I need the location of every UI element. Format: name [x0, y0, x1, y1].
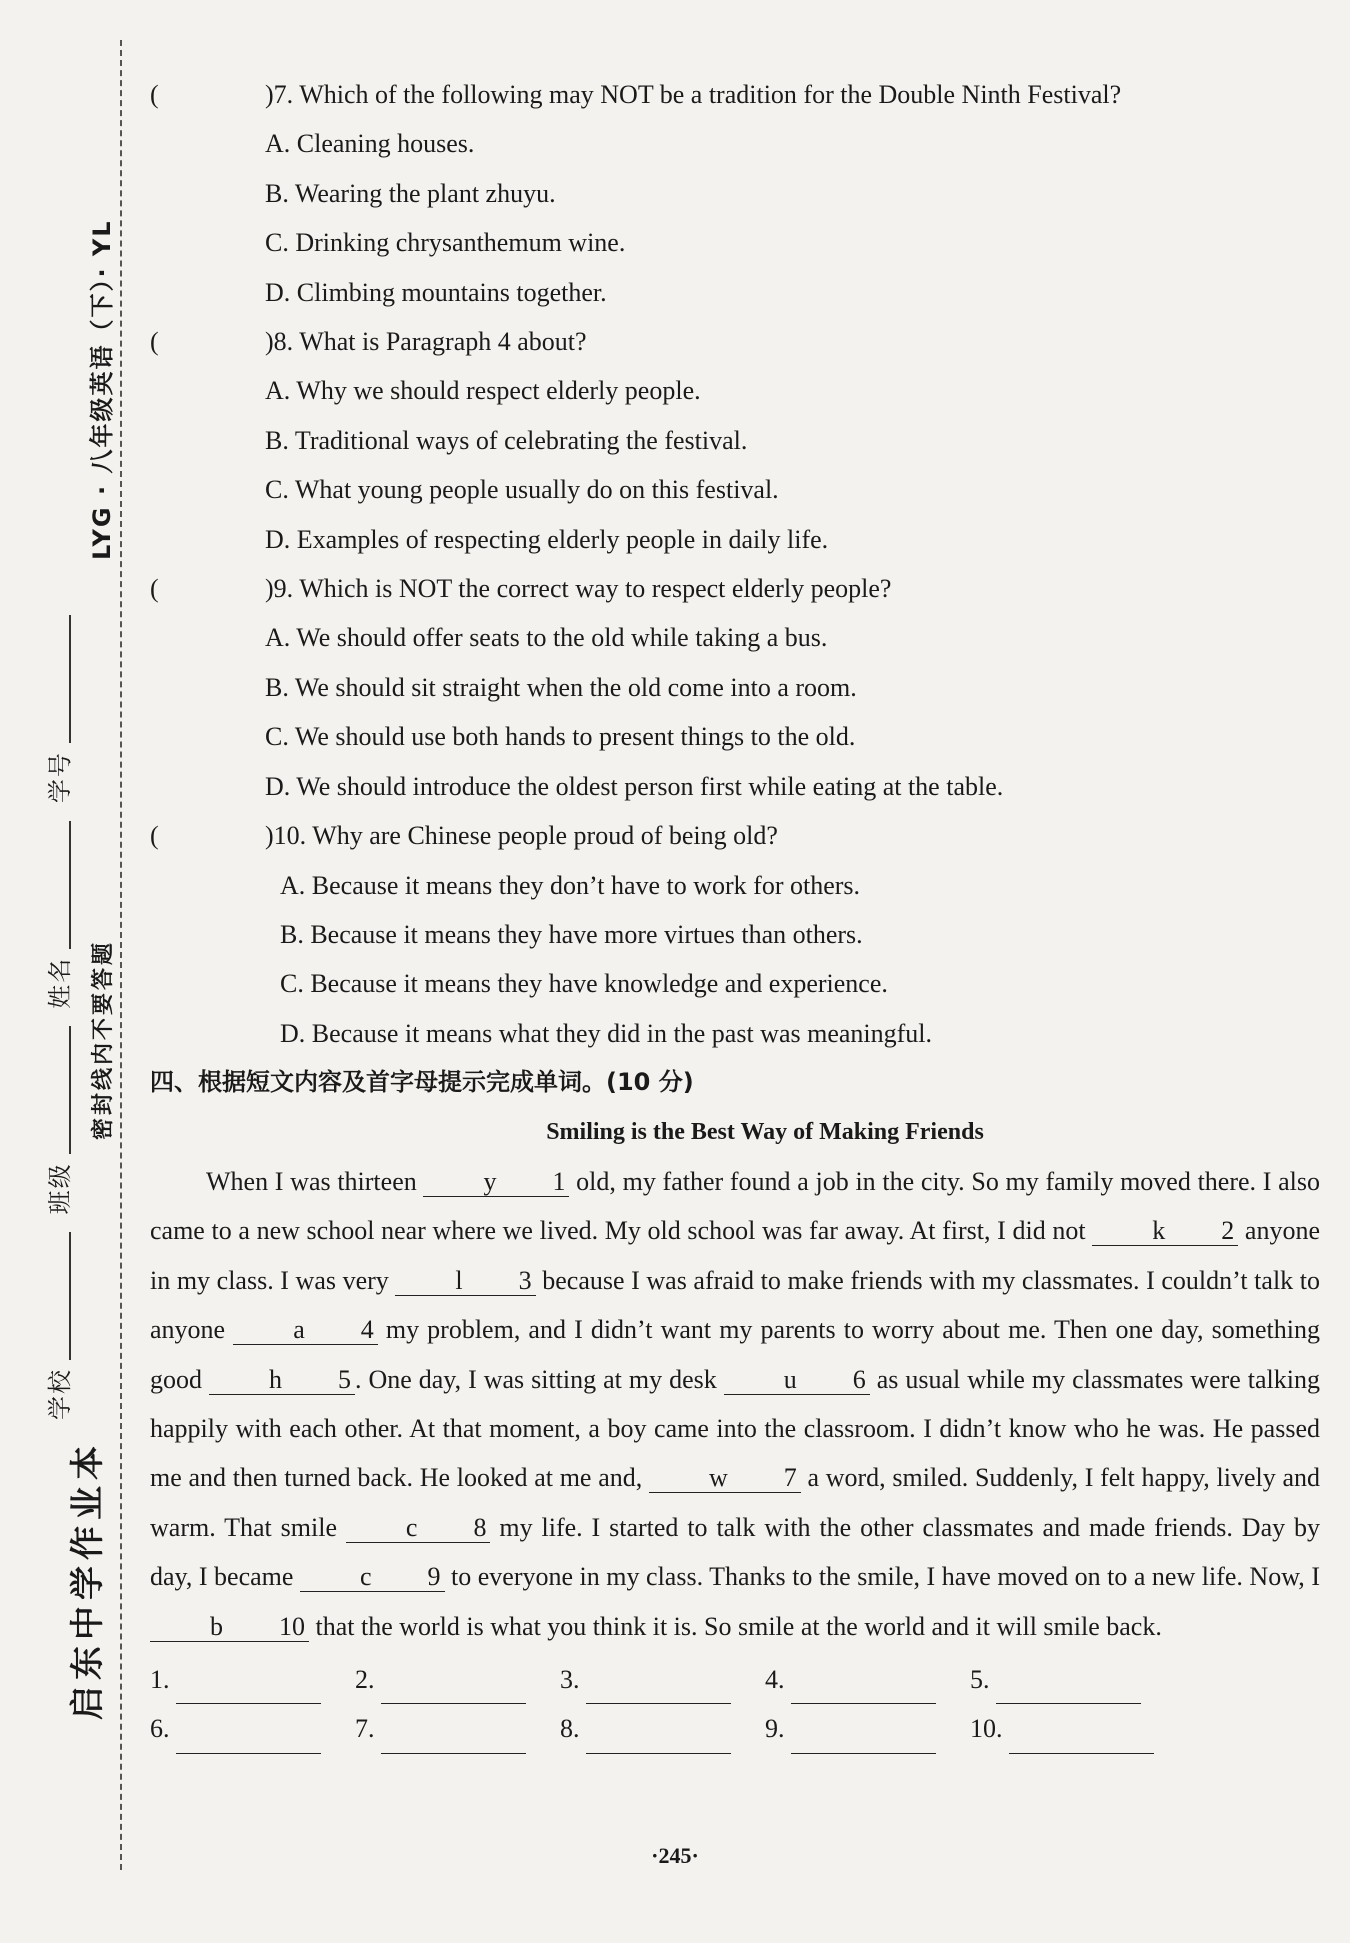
answer-label: 10. [970, 1714, 1003, 1744]
passage-text: my life. I started to talk with the other classmates and made friends. Day by day, I became [150, 1512, 1321, 1592]
answer-line[interactable] [176, 1675, 321, 1704]
answer-label: 7. [355, 1714, 375, 1744]
passage-text: When I was thirteen [206, 1166, 424, 1196]
option: C. Because it means they have knowledge and experience. [280, 969, 888, 999]
blank-number: 4 [360, 1315, 374, 1345]
seal-line [120, 40, 122, 1870]
question-stem: )10. Why are Chinese people proud of being old? [265, 821, 778, 851]
passage-text: as usual while my classmates were talking happily with each other. At that moment, a boy came into the classroom. I didn’t know who he was. He passed me and then turned back. He looked at me and, [150, 1364, 1321, 1493]
field-class-blank [51, 1026, 71, 1154]
option: D. Because it means what they did in the past was meaningful. [280, 1018, 933, 1048]
blank-letter: l [455, 1265, 463, 1295]
answer-paren[interactable]: ( [150, 821, 159, 851]
answer-label: 1. [150, 1665, 170, 1694]
option: C. Drinking chrysanthemum wine. [265, 228, 626, 258]
answer-line[interactable] [586, 1675, 731, 1704]
answer-item-6[interactable] [150, 1704, 355, 1753]
answer-label: 8. [560, 1714, 580, 1744]
option: D. We should introduce the oldest person first while eating at the table. [265, 771, 1004, 801]
blank-number: 6 [852, 1364, 866, 1394]
passage-text: anyone in my class. I was very [150, 1216, 1320, 1295]
blank-number: 8 [473, 1512, 487, 1542]
page-number: ·245· [651, 1843, 699, 1868]
answer-line[interactable] [176, 1725, 321, 1754]
field-name: 姓名 [46, 956, 74, 1009]
field-id: 学号 [46, 751, 74, 804]
answer-line[interactable] [586, 1725, 731, 1754]
blank-letter: h [268, 1364, 282, 1394]
page-content [150, 70, 1320, 1754]
passage-text: my problem, and I didn’t want my parents to worry about me. Then one day, something good [150, 1315, 1320, 1394]
question-stem: )8. What is Paragraph 4 about? [265, 327, 587, 357]
question-8 [150, 317, 1320, 366]
option: C. What young people usually do on this festival. [265, 475, 779, 505]
answer-item-5[interactable] [970, 1655, 1175, 1704]
blank-letter: c [405, 1512, 418, 1542]
blank-10[interactable] [150, 1613, 309, 1642]
passage [150, 1157, 1320, 1651]
field-name-blank [51, 821, 71, 949]
option: A. Why we should respect elderly people. [265, 376, 701, 406]
blank-letter: b [210, 1611, 223, 1641]
question-9 [150, 564, 1320, 613]
answer-line[interactable] [996, 1675, 1141, 1704]
option: B. Because it means they have more virtues than others. [280, 919, 863, 949]
blank-letter: u [783, 1364, 797, 1394]
answer-label: 4. [765, 1665, 785, 1694]
answer-line[interactable] [1009, 1725, 1154, 1754]
field-id-blank [51, 615, 71, 743]
option: D. Examples of respecting elderly people in daily life. [265, 524, 829, 554]
option: A. Cleaning houses. [265, 129, 475, 159]
field-class: 班级 [46, 1162, 74, 1215]
blank-number: 10 [279, 1611, 305, 1641]
blank-9[interactable] [300, 1563, 445, 1592]
binding-margin [0, 0, 150, 1943]
field-school-blank [51, 1232, 71, 1360]
blank-7[interactable] [649, 1464, 801, 1493]
answer-row [150, 1655, 1320, 1704]
answer-sheet [150, 1655, 1320, 1754]
field-school: 学校 [46, 1368, 74, 1420]
blank-number: 5 [337, 1364, 351, 1394]
answer-label: 9. [765, 1714, 785, 1744]
option: A. We should offer seats to the old while taking a bus. [265, 623, 828, 653]
blank-letter: c [359, 1562, 372, 1592]
question-stem: )7. Which of the following may NOT be a tradition for the Double Ninth Festival? [265, 80, 1122, 109]
blank-8[interactable] [346, 1514, 491, 1543]
section-title: 四、根据短文内容及首字母提示完成单词。(10 分) [150, 1068, 694, 1097]
blank-3[interactable] [395, 1267, 535, 1296]
answer-item-3[interactable] [560, 1655, 765, 1704]
question-7 [150, 70, 1320, 119]
option: B. Wearing the plant zhuyu. [265, 178, 556, 208]
option: D. Climbing mountains together. [265, 277, 607, 307]
answer-label: 5. [970, 1665, 990, 1694]
margin-fields [40, 607, 75, 1420]
answer-line[interactable] [381, 1725, 526, 1754]
passage-text: . One day, I was sitting at my desk [354, 1364, 724, 1394]
question-stem: )9. Which is NOT the correct way to respect elderly people? [265, 574, 892, 604]
blank-1[interactable] [423, 1168, 569, 1197]
blank-4[interactable] [233, 1316, 378, 1345]
answer-row [150, 1704, 1320, 1753]
margin-warning: 密封线内不要答题 [91, 939, 116, 1140]
blank-number: 7 [783, 1463, 797, 1493]
answer-item-10[interactable] [970, 1704, 1175, 1753]
blank-letter: w [708, 1463, 728, 1493]
answer-item-1[interactable] [150, 1655, 355, 1704]
passage-text: that the world is what you think it is. So smile at the world and it will smile back. [309, 1611, 1162, 1641]
blank-letter: a [293, 1315, 305, 1345]
passage-text: to everyone in my class. Thanks to the smile, I have moved on to a new life. Now, I [444, 1562, 1320, 1592]
answer-line[interactable] [791, 1725, 936, 1754]
answer-paren[interactable]: ( [150, 574, 159, 604]
blank-2[interactable] [1092, 1217, 1238, 1246]
blank-number: 9 [427, 1562, 441, 1592]
blank-number: 1 [552, 1166, 566, 1196]
blank-number: 3 [518, 1265, 532, 1295]
margin-header: LYG · 八年级英语（下）· YL [88, 219, 116, 560]
blank-letter: y [483, 1166, 497, 1196]
option: B. Traditional ways of celebrating the festival. [265, 425, 748, 455]
answer-paren[interactable]: ( [150, 327, 159, 357]
passage-text: because I was afraid to make friends with my classmates. I couldn’t talk to anyone [150, 1265, 1320, 1345]
answer-item-8[interactable] [560, 1704, 765, 1753]
option: B. We should sit straight when the old come into a room. [265, 672, 857, 702]
answer-item-9[interactable] [765, 1704, 970, 1753]
answer-item-7[interactable] [355, 1704, 560, 1753]
option: A. Because it means they don’t have to work for others. [280, 870, 861, 900]
passage-title: Smiling is the Best Way of Making Friends [546, 1118, 984, 1145]
answer-item-2[interactable] [355, 1655, 560, 1704]
blank-number: 2 [1221, 1216, 1235, 1246]
passage-text: old, my father found a job in the city. So my family moved there. I also came to a new school near where we lived. My old school was far away. At first, I did not [150, 1166, 1320, 1246]
margin-school-name: 启东中学作业本 [68, 1440, 108, 1720]
answer-line[interactable] [791, 1675, 936, 1704]
answer-label: 6. [150, 1714, 170, 1744]
answer-paren[interactable]: ( [150, 80, 159, 109]
passage-text: a word, smiled. Suddenly, I felt happy, lively and warm. That smile [150, 1463, 1321, 1542]
blank-letter: k [1152, 1216, 1166, 1246]
answer-line[interactable] [381, 1675, 526, 1704]
blank-5[interactable] [209, 1366, 355, 1395]
option: C. We should use both hands to present things to the old. [265, 722, 856, 752]
question-10 [150, 811, 1320, 860]
blank-6[interactable] [724, 1366, 870, 1395]
answer-label: 2. [355, 1665, 375, 1694]
answer-item-4[interactable] [765, 1655, 970, 1704]
answer-label: 3. [560, 1665, 580, 1694]
